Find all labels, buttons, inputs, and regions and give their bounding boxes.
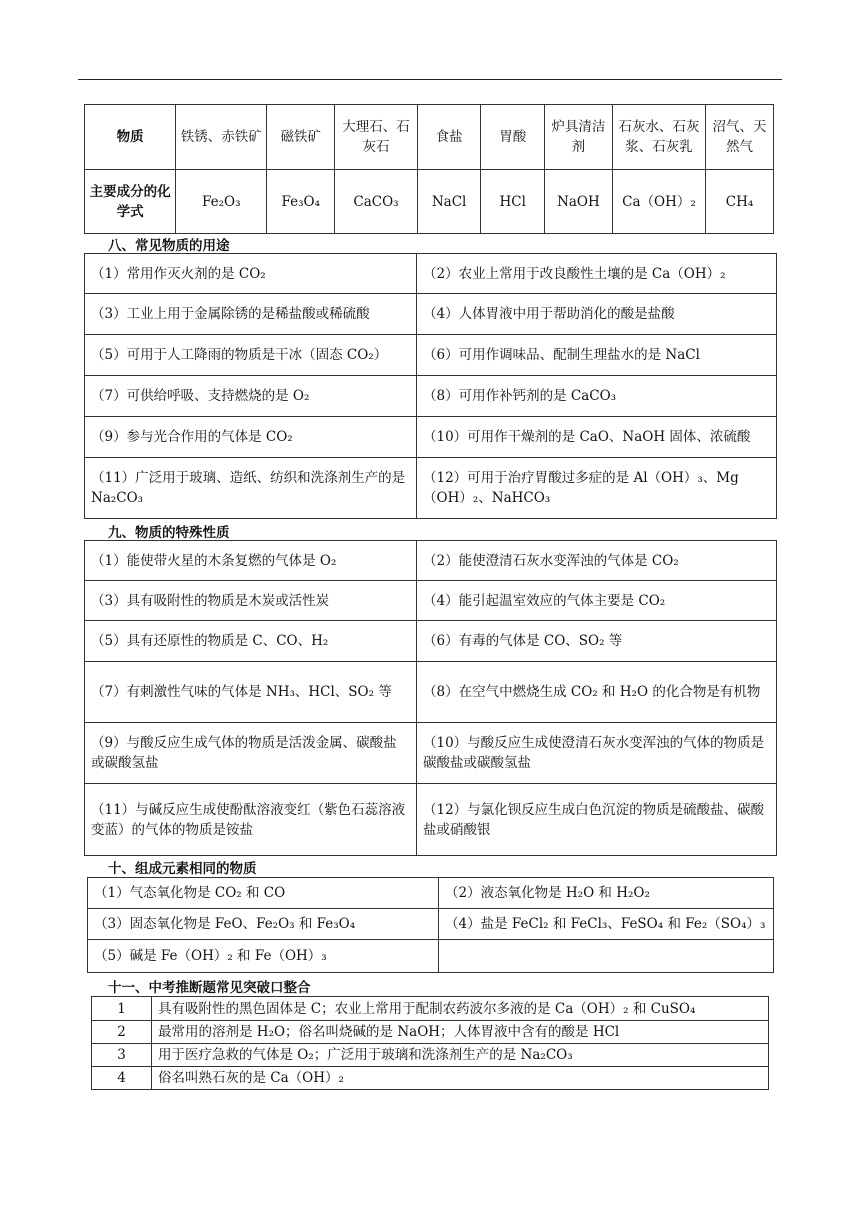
table-cell: （2）液态氧化物是 H₂O 和 H₂O₂ [439, 878, 774, 909]
table-cell: 用于医疗急救的气体是 O₂；广泛用于玻璃和洗涤剂生产的是 Na₂CO₃ [152, 1044, 769, 1067]
table-cell: NaOH [545, 170, 613, 234]
table-row [88, 940, 774, 973]
table-cell: 最常用的溶剂是 H₂O；俗名叫烧碱的是 NaOH；人体胃液中含有的酸是 HCl [152, 1021, 769, 1044]
section-title: 十一、中考推断题常见突破口整合 [108, 980, 311, 996]
table-cell: （11）与碱反应生成使酚酞溶液变红（紫色石蕊溶液变蓝）的气体的物质是铵盐 [85, 784, 417, 856]
table-cell: （3）固态氧化物是 FeO、Fe₂O₃ 和 Fe₃O₄ [88, 909, 439, 940]
table-cell: （3）具有吸附性的物质是木炭或活性炭 [85, 581, 417, 621]
table-row [85, 581, 777, 621]
same-elements-table [87, 877, 774, 973]
table-cell: （8）在空气中燃烧生成 CO₂ 和 H₂O 的化合物是有机物 [417, 662, 777, 723]
table-cell: 物质 [85, 105, 176, 170]
table-cell: HCl [481, 170, 545, 234]
table-cell: 磁铁矿 [267, 105, 335, 170]
table-row [92, 997, 769, 1021]
table-cell [439, 940, 774, 973]
table-cell: Ca（OH）₂ [612, 170, 705, 234]
table-row [92, 1044, 769, 1067]
table-cell: （9）参与光合作用的气体是 CO₂ [85, 417, 417, 458]
table-cell: 1 [92, 997, 152, 1021]
table-cell: （11）广泛用于玻璃、造纸、纺织和洗涤剂生产的是 Na₂CO₃ [85, 458, 417, 519]
substance-formula-table [84, 104, 774, 234]
table-cell: NaCl [417, 170, 481, 234]
table-row [85, 170, 774, 234]
table-cell: Fe₂O₃ [176, 170, 267, 234]
table-cell: （4）盐是 FeCl₂ 和 FeCl₃、FeSO₄ 和 Fe₂（SO₄）₃ [439, 909, 774, 940]
special-properties-table [84, 540, 777, 856]
table-cell: （6）可用作调味品、配制生理盐水的是 NaCl [417, 335, 777, 376]
table-row [85, 621, 777, 662]
table-row [85, 662, 777, 723]
section-title: 十、组成元素相同的物质 [108, 861, 257, 877]
table-row [85, 335, 777, 376]
table-cell: （10）可用作干燥剂的是 CaO、NaOH 固体、浓硫酸 [417, 417, 777, 458]
table-cell: （6）有毒的气体是 CO、SO₂ 等 [417, 621, 777, 662]
header-rule [78, 79, 782, 80]
table-cell: （5）具有还原性的物质是 C、CO、H₂ [85, 621, 417, 662]
table-cell: CH₄ [706, 170, 774, 234]
table-cell: （9）与酸反应生成气体的物质是活泼金属、碳酸盐或碳酸氢盐 [85, 723, 417, 784]
table-cell: 铁锈、赤铁矿 [176, 105, 267, 170]
table-cell: 4 [92, 1067, 152, 1090]
table-row [85, 541, 777, 581]
table-cell: 具有吸附性的黑色固体是 C；农业上常用于配制农药波尔多液的是 Ca（OH）₂ 和 CuSO₄ [152, 997, 769, 1021]
table-cell: （2）能使澄清石灰水变浑浊的气体是 CO₂ [417, 541, 777, 581]
table-row [88, 909, 774, 940]
table-cell: （1）能使带火星的木条复燃的气体是 O₂ [85, 541, 417, 581]
table-cell: CaCO₃ [335, 170, 418, 234]
table-cell: （5）碱是 Fe（OH）₂ 和 Fe（OH）₃ [88, 940, 439, 973]
table-cell: 食盐 [417, 105, 481, 170]
uses-table [84, 253, 777, 519]
table-row [85, 417, 777, 458]
table-cell: （4）能引起温室效应的气体主要是 CO₂ [417, 581, 777, 621]
table-row [85, 723, 777, 784]
table-cell: 3 [92, 1044, 152, 1067]
table-cell: 主要成分的化学式 [85, 170, 176, 234]
table-row [88, 878, 774, 909]
table-cell: （12）与氯化钡反应生成白色沉淀的物质是硫酸盐、碳酸盐或硝酸银 [417, 784, 777, 856]
table-row [92, 1067, 769, 1090]
table-cell: （3）工业上用于金属除锈的是稀盐酸或稀硫酸 [85, 294, 417, 335]
inference-clues-table [91, 996, 769, 1090]
table-cell: （7）有刺激性气味的气体是 NH₃、HCl、SO₂ 等 [85, 662, 417, 723]
table-cell: （10）与酸反应生成使澄清石灰水变浑浊的气体的物质是碳酸盐或碳酸氢盐 [417, 723, 777, 784]
table-row [85, 254, 777, 294]
table-cell: 胃酸 [481, 105, 545, 170]
table-cell: 沼气、天然气 [706, 105, 774, 170]
table-row [85, 458, 777, 519]
table-cell: 俗名叫熟石灰的是 Ca（OH）₂ [152, 1067, 769, 1090]
table-row [92, 1021, 769, 1044]
table-row [85, 105, 774, 170]
table-cell: （1）气态氧化物是 CO₂ 和 CO [88, 878, 439, 909]
table-cell: 石灰水、石灰浆、石灰乳 [612, 105, 705, 170]
table-row [85, 294, 777, 335]
table-cell: 2 [92, 1021, 152, 1044]
table-cell: （1）常用作灭火剂的是 CO₂ [85, 254, 417, 294]
section-title: 八、常见物质的用途 [108, 238, 230, 254]
table-row [85, 784, 777, 856]
table-cell: （4）人体胃液中用于帮助消化的酸是盐酸 [417, 294, 777, 335]
table-row [85, 376, 777, 417]
table-cell: （2）农业上常用于改良酸性土壤的是 Ca（OH）₂ [417, 254, 777, 294]
table-cell: （8）可用作补钙剂的是 CaCO₃ [417, 376, 777, 417]
section-title: 九、物质的特殊性质 [108, 525, 230, 541]
table-cell: 炉具清洁剂 [545, 105, 613, 170]
table-cell: （12）可用于治疗胃酸过多症的是 Al（OH）₃、Mg（OH）₂、NaHCO₃ [417, 458, 777, 519]
table-cell: （5）可用于人工降雨的物质是干冰（固态 CO₂） [85, 335, 417, 376]
table-cell: （7）可供给呼吸、支持燃烧的是 O₂ [85, 376, 417, 417]
table-cell: Fe₃O₄ [267, 170, 335, 234]
table-cell: 大理石、石灰石 [335, 105, 418, 170]
